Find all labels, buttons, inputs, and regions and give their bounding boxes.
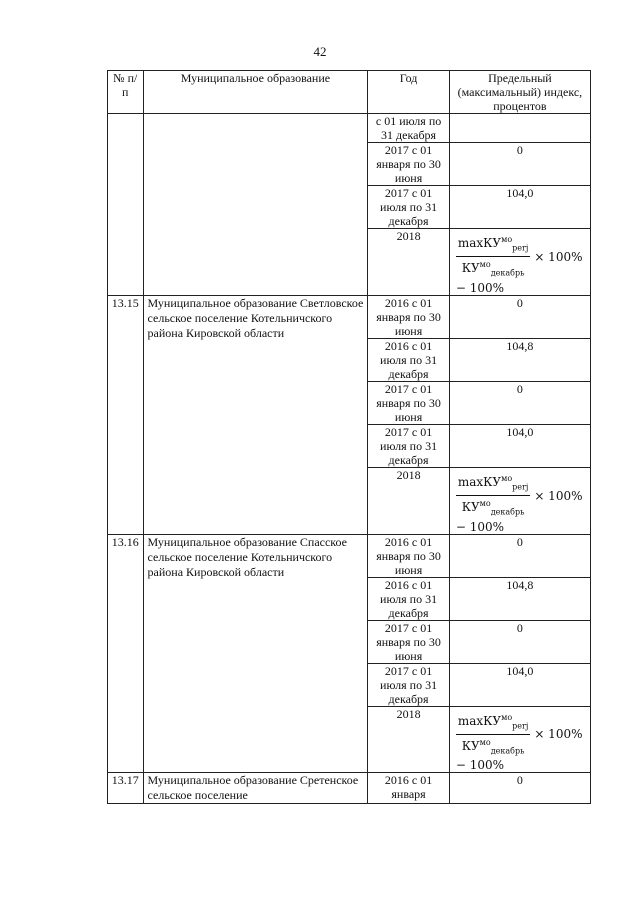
page-number: 42	[313, 44, 327, 59]
index-cell: 104,8	[449, 577, 590, 620]
municipality-cell: Муниципальное образование Светловское сельское поселение Котельничского района Кировской области	[143, 295, 368, 534]
index-formula: $\frac{\max КУ^{мо}_{perj}}{КУ^{мо}_{декабрь}}$ × 100% − 100%	[455, 235, 583, 295]
index-cell	[449, 229, 590, 296]
municipality-cell	[143, 114, 368, 296]
year-cell: 2016 с 01 января по 30 июня	[368, 295, 450, 338]
table-row	[108, 114, 591, 143]
index-cell: 0	[449, 143, 590, 186]
index-cell: 0	[449, 295, 590, 338]
year-cell: 2016 с 01 января	[368, 773, 450, 804]
index-cell	[449, 114, 590, 143]
index-cell	[449, 706, 590, 773]
year-cell: 2016 с 01 июля по 31 декабря	[368, 338, 450, 381]
header-num: № п/п	[108, 71, 144, 114]
header-year: Год	[368, 71, 450, 114]
index-cell: 0	[449, 773, 590, 804]
year-cell: 2017 с 01 января по 30 июня	[368, 381, 450, 424]
year-cell: 2017 с 01 июля по 31 декабря	[368, 424, 450, 467]
row-number-cell: 13.17	[108, 773, 144, 804]
header-index: Предельный (максимальный) индекс, процентов	[449, 71, 590, 114]
row-number-cell	[108, 114, 144, 296]
table-row	[108, 295, 591, 338]
year-cell: с 01 июля по 31 декабря	[368, 114, 450, 143]
municipality-cell: Муниципальное образование Сретенское сельское поселение	[143, 773, 368, 804]
year-cell: 2017 с 01 июля по 31 декабря	[368, 186, 450, 229]
index-formula: $\frac{\max КУ^{мо}_{perj}}{КУ^{мо}_{декабрь}}$ × 100% − 100%	[455, 473, 583, 534]
year-cell: 2016 с 01 июля по 31 декабря	[368, 577, 450, 620]
year-cell: 2017 с 01 января по 30 июня	[368, 620, 450, 663]
year-cell: 2017 с 01 января по 30 июня	[368, 143, 450, 186]
index-cell: 0	[449, 534, 590, 577]
table-body	[108, 114, 591, 804]
year-cell: 2018	[368, 467, 450, 534]
year-cell: 2018	[368, 706, 450, 773]
row-number-cell: 13.16	[108, 534, 144, 773]
table-row	[108, 534, 591, 577]
index-cell: 104,0	[449, 424, 590, 467]
year-cell: 2018	[368, 229, 450, 296]
municipality-cell: Муниципальное образование Спасское сельское поселение Котельничского района Кировской области	[143, 534, 368, 773]
table-header-row	[108, 71, 591, 114]
index-cell: 104,0	[449, 186, 590, 229]
index-formula: $\frac{\max КУ^{мо}_{perj}}{КУ^{мо}_{декабрь}}$ × 100% − 100%	[455, 712, 583, 773]
table-row	[108, 773, 591, 804]
row-number-cell: 13.15	[108, 295, 144, 534]
index-cell: 104,0	[449, 663, 590, 706]
index-cell: 104,8	[449, 338, 590, 381]
year-cell: 2017 с 01 июля по 31 декабря	[368, 663, 450, 706]
tariff-index-table	[107, 70, 591, 804]
index-cell: 0	[449, 620, 590, 663]
year-cell: 2016 с 01 января по 30 июня	[368, 534, 450, 577]
index-cell	[449, 467, 590, 534]
header-municipality: Муниципальное образование	[143, 71, 368, 114]
index-cell: 0	[449, 381, 590, 424]
